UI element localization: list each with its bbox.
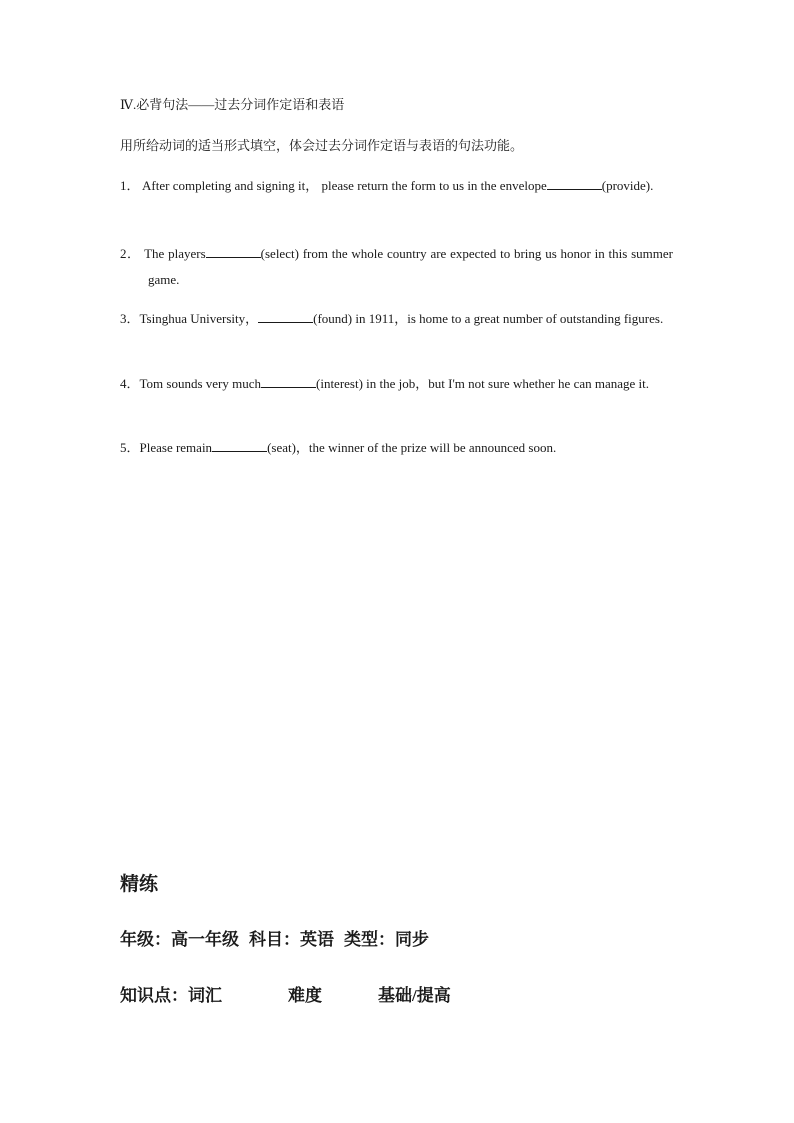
question-4-hint: (interest) in the job，but I'm not sure whether he can manage it. [316,376,650,391]
difficulty-label: 难度 [288,986,322,1005]
question-5 [120,435,673,461]
subject-label: 科目：英语 [249,930,334,949]
answer-blank-1[interactable] [547,177,602,190]
question-3-hint: (found) in 1911，is home to a great number of outstanding figures. [313,311,664,326]
question-3 [120,306,673,332]
meta-grade-line [120,928,429,952]
question-1-hint: (provide). [601,178,654,193]
question-4 [120,371,673,397]
question-2-hint: (select) from the whole country are expected to bring us honor in this summer game. [148,246,673,287]
answer-blank-2[interactable] [206,245,261,258]
answer-blank-3[interactable] [258,310,313,323]
knowledge-label: 知识点：词汇 [120,986,222,1005]
question-5-text: 5．Please remain [120,440,213,455]
practice-title: 精练 [120,874,159,895]
instruction-text: 用所给动词的适当形式填空，体会过去分词作定语与表语的句法功能。 [120,138,524,153]
question-2-text: 2． The players [120,246,206,261]
answer-blank-4[interactable] [261,375,316,388]
grade-label: 年级：高一年级 [120,930,239,949]
meta-knowledge-line [120,984,451,1008]
answer-blank-5[interactable] [212,439,267,452]
question-1 [120,173,673,199]
question-1-text: 1． After completing and signing it， please return the form to us in the envelope [120,178,547,193]
question-5-hint: (seat)，the winner of the prize will be announced soon. [267,440,557,455]
section-title: Ⅳ.必背句法——过去分词作定语和表语 [120,97,345,112]
type-label: 类型：同步 [344,930,429,949]
question-4-text: 4．Tom sounds very much [120,376,261,391]
question-3-text: 3．Tsinghua University， [120,311,259,326]
difficulty-value: 基础/提高 [378,986,451,1005]
question-2 [120,241,673,293]
